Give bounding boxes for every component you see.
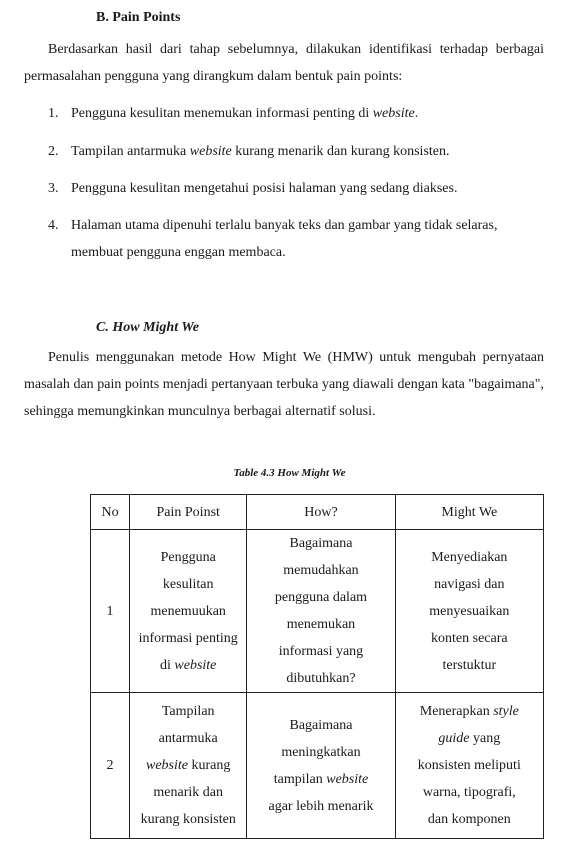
table-header-row	[91, 495, 544, 530]
cell-pain-point: Tampilan antarmuka website kurang menarik dan kurang konsisten	[130, 693, 247, 839]
how-might-we-table	[90, 494, 544, 839]
cell-might-we: Menerapkan style guide yang konsisten meliputi warna, tipografi, dan komponen	[395, 693, 543, 839]
section-heading-how-might-we: C. How Might We	[96, 320, 199, 335]
cell-might-we: Menyediakan navigasi dan menyesuaikan konten secara terstuktur	[395, 530, 543, 693]
how-might-we-intro: Penulis menggunakan metode How Might We (HMW) untuk mengubah pernyataan masalah dan pain points menjadi pertanyaan terbuka yang diawali dengan kata "bagaimana", sehingga memungkinkan munculnya berbagai alternatif solusi.	[24, 350, 544, 419]
header-might-we: Might We	[395, 495, 543, 530]
list-number: 1.	[48, 106, 59, 121]
cell-pain-point: Pengguna kesulitan menemuukan informasi penting di website	[130, 530, 247, 693]
document-page: B. Pain Points Berdasarkan hasil dari tahap sebelumnya, dilakukan identifikasi terhadap berbagai permasalahan pengguna yang dirangkum dalam bentuk pain points: 1. Pengguna kesulitan menemukan informasi penting di website. 2. Tampilan antarmuka website kurang menarik dan kurang konsisten. 3. Pengguna kesulitan mengetahui posisi halaman yang sedang diakses. 4. Halaman utama dipenuhi terlalu banyak teks dan gambar yang tidak selaras, membuat pengguna enggan membaca. C. How Might We Penulis menggunakan metode How Might We (HMW) untuk mengubah pernyataan masalah dan pain points menjadi pertanyaan terbuka yang diawali dengan kata "bagaimana", sehingga memungkinkan munculnya berbagai alternatif solusi. Table 4.3 How Might We No Pain Poinst How? Might We 1 Pengguna kesulitan menemuukan informasi penting di website Bagaimana memudahkan pengguna dalam menemukan informasi yang dibutuhkan? Menyediakan navigasi dan menyesuaikan konten secara terstuktur 2 Tampilan antarmuka website kurang menarik dan kurang konsisten Bagaimana meningkatkan tampilan website agar lebih menarik Menerapkan style guide yang konsisten meliputi warna, tipografi, dan komponen	[0, 0, 579, 855]
header-pain-points: Pain Poinst	[130, 495, 247, 530]
cell-no: 1	[91, 530, 130, 693]
header-no: No	[91, 495, 130, 530]
pain-points-intro: Berdasarkan hasil dari tahap sebelumnya, dilakukan identifikasi terhadap berbagai permasalahan pengguna yang dirangkum dalam bentuk pain points:	[24, 42, 544, 84]
list-number: 3.	[48, 181, 59, 196]
cell-how: Bagaimana meningkatkan tampilan website agar lebih menarik	[247, 693, 395, 839]
section-heading-pain-points: B. Pain Points	[96, 10, 181, 25]
table-row	[91, 530, 544, 693]
list-number: 2.	[48, 144, 59, 159]
cell-how: Bagaimana memudahkan pengguna dalam menemukan informasi yang dibutuhkan?	[247, 530, 395, 693]
cell-no: 2	[91, 693, 130, 839]
table-row	[91, 693, 544, 839]
list-number: 4.	[48, 218, 59, 233]
table-caption: Table 4.3 How Might We	[233, 467, 346, 479]
header-how: How?	[247, 495, 395, 530]
